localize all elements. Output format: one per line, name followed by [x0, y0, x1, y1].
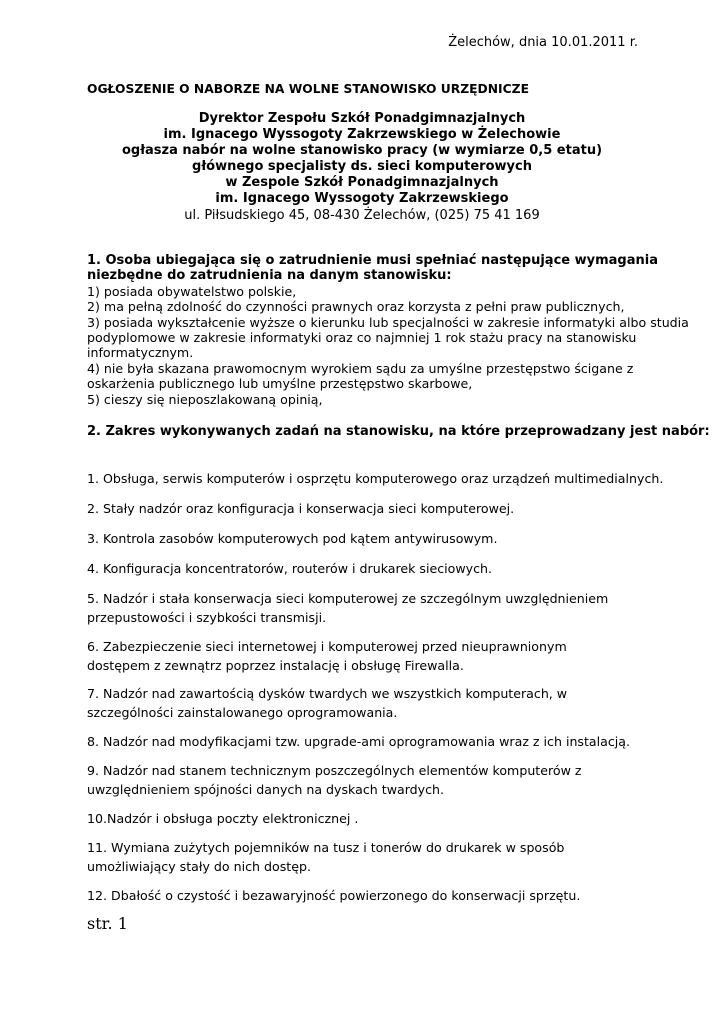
announcement-block — [0, 111, 724, 224]
task-item: 3. Kontrola zasobów komputerowych pod kątem antywirusowym. — [87, 531, 498, 546]
announcement-line: w Zespole Szkół Ponadgimnazjalnych — [225, 175, 499, 191]
date-line: Żelechów, dnia 10.01.2011 r. — [448, 35, 638, 50]
task-item: 8. Nadzór nad modyfikacjami tzw. upgrade-ami oprogramowania wraz z ich instalacją. — [87, 734, 631, 749]
task-item: 10.Nadzór i obsługa poczty elektronicznej . — [87, 811, 359, 826]
requirement-item: 1) posiada obywatelstwo polskie, — [87, 283, 297, 299]
task-item: 11. Wymiana zużytych pojemników na tusz i tonerów do drukarek w sposób umożliwiający stały do nich dostęp. — [87, 840, 565, 874]
task-item: 12. Dbałość o czystość i bezawaryjność powierzonego do konserwacji sprzętu. — [87, 888, 581, 903]
requirements-section — [87, 253, 697, 407]
tasks-heading: 2. Zakres wykonywanych zadań na stanowisku, na które przeprowadzany jest nabór: — [87, 424, 710, 439]
task-item: 5. Nadzór i stała konserwacja sieci komputerowej ze szczególnym uwzględnieniem przepustowości i szybkości transmisji. — [87, 591, 609, 625]
requirement-item: 5) cieszy się nieposzlakowaną opinią, — [87, 391, 323, 407]
requirement-item: 4) nie była skazana prawomocnym wyrokiem sądu za umyślne przestępstwo ścigane z oskarżenia publicznego lub umyślne przestępstwo skarbowe, — [87, 360, 634, 392]
page-number: str. 1 — [87, 914, 128, 933]
announcement-line: Dyrektor Zespołu Szkół Ponadgimnazjalnych — [198, 111, 526, 126]
task-item: 7. Nadzór nad zawartością dysków twardych we wszystkich komputerach, w szczególności zainstalowanego oprogramowania. — [87, 686, 568, 720]
announcement-title: OGŁOSZENIE O NABORZE NA WOLNE STANOWISKO URZĘDNICZE — [87, 82, 529, 96]
address-line: ul. Piłsudskiego 45, 08-430 Żelechów, (025) 75 41 169 — [184, 207, 540, 223]
tasks-list — [87, 469, 687, 905]
task-item: 1. Obsługa, serwis komputerów i osprzętu komputerowego oraz urządzeń multimedialnych. — [87, 471, 664, 486]
task-item: 9. Nadzór nad stanem technicznym poszczególnych elementów komputerów z uwzględnieniem spójności danych na dyskach twardych. — [87, 763, 582, 797]
task-item: 6. Zabezpieczenie sieci internetowej i komputerowej przed nieuprawnionym dostępem z zewnątrz poprzez instalację i obsługę Firewalla. — [87, 639, 567, 673]
announcement-line: im. Ignacego Wyssogoty Zakrzewskiego — [215, 191, 509, 207]
requirement-item: 2) ma pełną zdolność do czynności prawnych oraz korzysta z pełni praw publicznych, — [87, 299, 625, 315]
requirement-item: 3) posiada wykształcenie wyższe o kierunku lub specjalności w zakresie informatyki albo studia podyplomowe w zakresie informatyki oraz co najmniej 1 rok stażu pracy na stanowisku informatycznym. — [87, 314, 689, 361]
announcement-line: głównego specjalisty ds. sieci komputerowych — [192, 159, 532, 175]
task-item: 4. Konfiguracja koncentratorów, routerów i drukarek sieciowych. — [87, 561, 493, 576]
announcement-line: ogłasza nabór na wolne stanowisko pracy (w wymiarze 0,5 etatu) — [121, 143, 603, 159]
announcement-line: im. Ignacego Wyssogoty Zakrzewskiego w Żelechowie — [163, 127, 561, 143]
requirements-heading: 1. Osoba ubiegająca się o zatrudnienie musi spełniać następujące wymagania niezbędne do zatrudnienia na danym stanowisku: — [87, 253, 658, 284]
task-item: 2. Stały nadzór oraz konfiguracja i konserwacja sieci komputerowej. — [87, 501, 515, 516]
